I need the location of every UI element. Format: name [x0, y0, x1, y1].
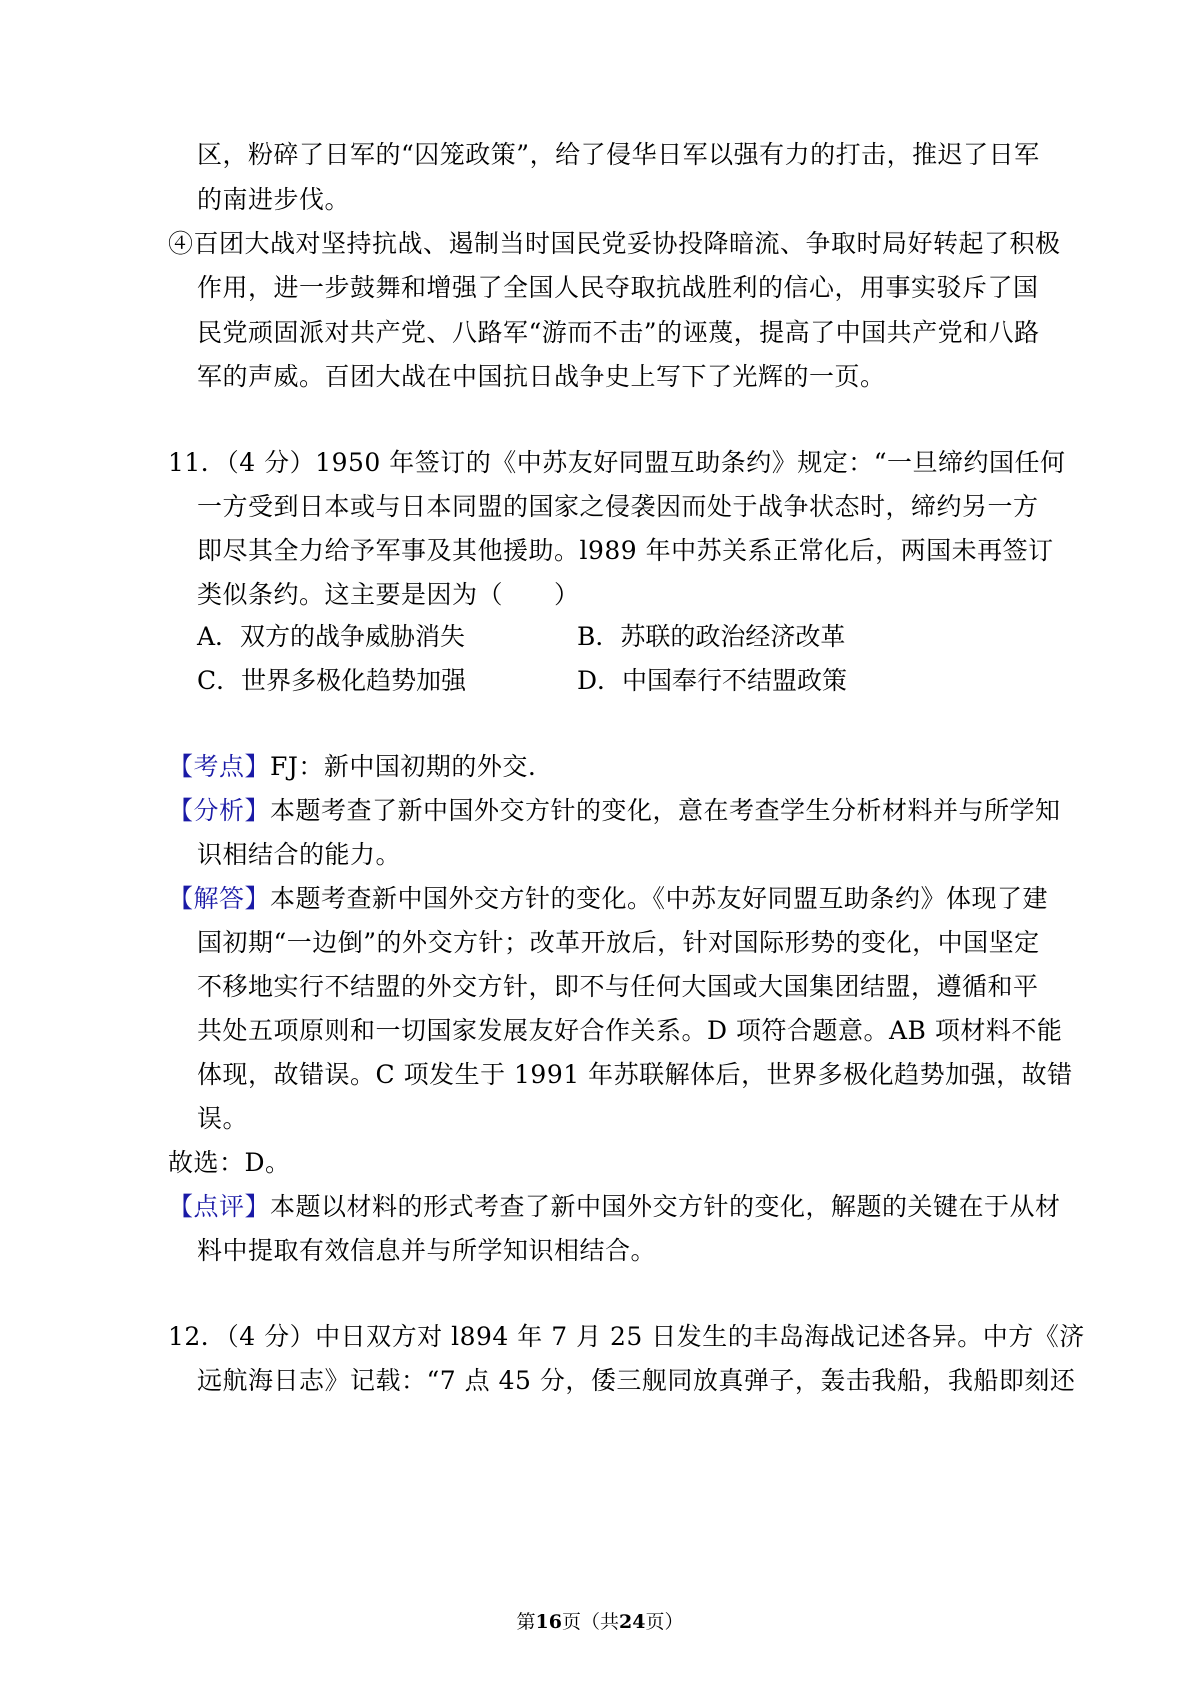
dianping-text: 本题以材料的形式考查了新中国外交方针的变化，解题的关键在于从材: [270, 1192, 1061, 1221]
jieda-line-2: 国初期“一边倒”的外交方针；改革开放后，针对国际形势的变化，中国坚定: [197, 928, 1040, 957]
fenxi-line: [168, 796, 1061, 826]
prev-line-2: 的南进步伐。: [197, 185, 351, 214]
jieda-line-6: 误。: [197, 1104, 249, 1133]
q11-option-d: D．中国奉行不结盟政策: [577, 666, 848, 695]
footer-page-number: 16: [535, 1611, 562, 1633]
kaodian-text: FJ：新中国初期的外交.: [270, 752, 537, 781]
page-footer: [0, 1610, 1200, 1634]
q11-option-b: B．苏联的政治经济改革: [577, 622, 846, 651]
fenxi-text: 本题考查了新中国外交方针的变化，意在考查学生分析材料并与所学知: [270, 796, 1061, 825]
jieda-text: 本题考查新中国外交方针的变化。《中苏友好同盟互助条约》体现了建: [270, 884, 1049, 913]
dianping-continuation: 料中提取有效信息并与所学知识相结合。: [197, 1236, 657, 1265]
prev-line-6: 军的声威。百团大战在中国抗日战争史上写下了光辉的一页。: [197, 362, 886, 391]
guxuan-line: 故选：D。: [168, 1148, 291, 1177]
footer-total-pages: 24: [619, 1611, 646, 1633]
fenxi-continuation: 识相结合的能力。: [197, 840, 402, 869]
kaodian-tag: 【考点】: [168, 752, 271, 781]
prev-line-4: 作用，进一步鼓舞和增强了全国人民夺取抗战胜利的信心，用事实驳斥了国: [197, 273, 1039, 302]
jieda-line-4: 共处五项原则和一切国家发展友好合作关系。D 项符合题意。AB 项材料不能: [197, 1016, 1063, 1045]
q11-stem-line-4: 类似条约。这主要是因为（ ）: [197, 580, 580, 609]
footer-prefix: 第: [516, 1611, 536, 1633]
jieda-tag: 【解答】: [168, 884, 271, 913]
footer-mid: 页（共: [561, 1611, 619, 1633]
q11-stem-line-2: 一方受到日本或与日本同盟的国家之侵袭因而处于战争状态时，缔约另一方: [197, 492, 1039, 521]
prev-line-3: ④百团大战对坚持抗战、遏制当时国民党妥协投降暗流、争取时局好转起了积极: [168, 229, 1061, 258]
kaodian-line: [168, 752, 536, 782]
q11-option-a: A．双方的战争威胁消失: [197, 622, 466, 651]
q11-stem-line-3: 即尽其全力给予军事及其他援助。l989 年中苏关系正常化后，两国未再签订: [197, 536, 1054, 565]
prev-line-1: 区，粉碎了日军的“囚笼政策”，给了侵华日军以强有力的打击，推迟了日军: [197, 140, 1040, 169]
q12-stem-line-2: 远航海日志》记载：“7 点 45 分，倭三舰同放真弹子，轰击我船，我船即刻还: [197, 1366, 1076, 1395]
q11-stem-line-1: 11．（4 分）1950 年签订的《中苏友好同盟互助条约》规定：“一旦缔约国任何: [168, 448, 1066, 477]
prev-line-5: 民党顽固派对共产党、八路军“游而不击”的诬蔑，提高了中国共产党和八路: [197, 318, 1040, 347]
fenxi-tag: 【分析】: [168, 796, 271, 825]
jieda-line: [168, 884, 1048, 914]
dianping-line: [168, 1192, 1061, 1222]
dianping-tag: 【点评】: [168, 1192, 271, 1221]
q11-option-c: C．世界多极化趋势加强: [197, 666, 467, 695]
jieda-line-3: 不移地实行不结盟的外交方针，即不与任何大国或大国集团结盟，遵循和平: [197, 972, 1039, 1001]
q12-stem-line-1: 12．（4 分）中日双方对 l894 年 7 月 25 日发生的丰岛海战记述各异。中方《济: [168, 1322, 1085, 1351]
jieda-line-5: 体现，故错误。C 项发生于 1991 年苏联解体后，世界多极化趋势加强，故错: [197, 1060, 1073, 1089]
footer-suffix: 页）: [645, 1611, 684, 1633]
